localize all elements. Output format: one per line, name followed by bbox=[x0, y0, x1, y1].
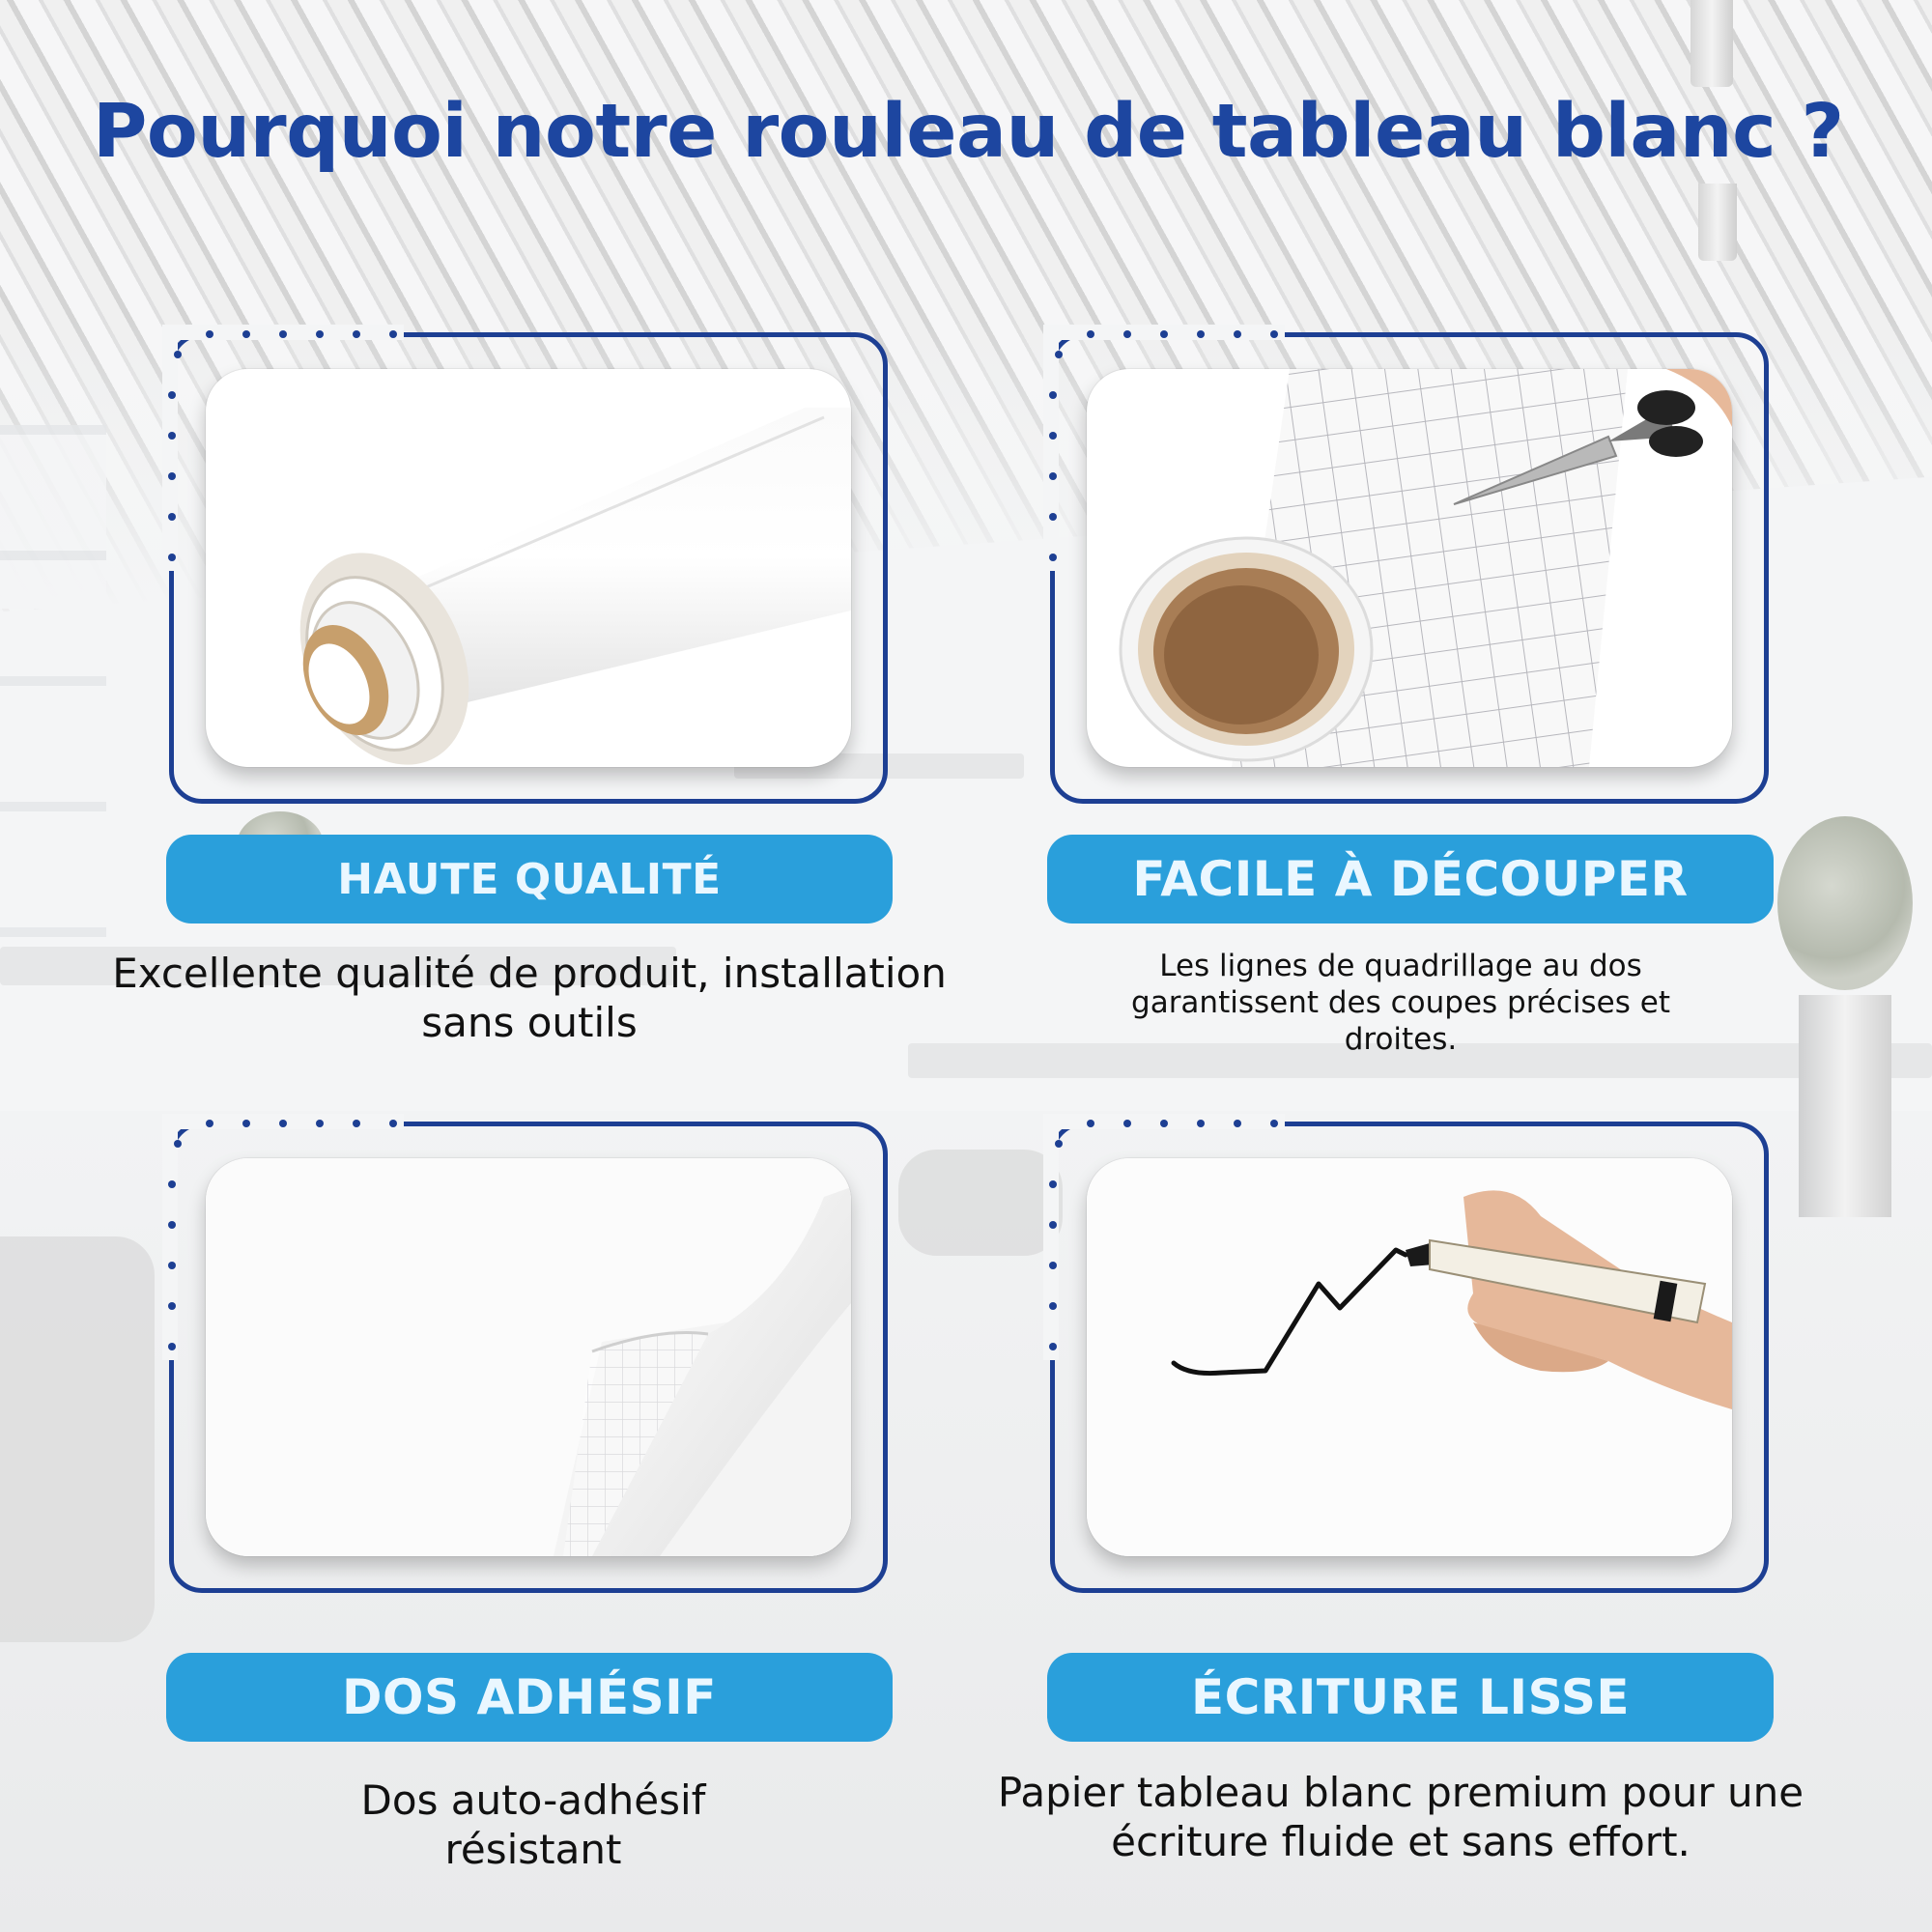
feature-label: DOS ADHÉSIF bbox=[342, 1669, 717, 1725]
page-title: Pourquoi notre rouleau de tableau blanc ? bbox=[93, 89, 1844, 175]
office-chair bbox=[898, 1150, 1063, 1256]
feature-description: Dos auto-adhésif résistant bbox=[360, 1776, 706, 1874]
scissors-cutting-roll-icon bbox=[1087, 369, 1732, 767]
feature-label-pill bbox=[166, 1653, 893, 1742]
whiteboard-roll-icon bbox=[206, 369, 851, 767]
pendant-lamp bbox=[1698, 184, 1737, 261]
feature-label: FACILE À DÉCOUPER bbox=[1132, 851, 1689, 907]
feature-description: Excellente qualité de produit, installation sans outils bbox=[112, 950, 947, 1047]
office-chair bbox=[0, 1236, 155, 1642]
marker-writing-icon bbox=[1087, 1158, 1732, 1556]
feature-label: HAUTE QUALITÉ bbox=[337, 854, 722, 904]
office-window bbox=[0, 425, 106, 966]
feature-label-pill bbox=[166, 835, 893, 923]
pendant-lamp bbox=[1690, 0, 1733, 87]
plant-icon bbox=[1777, 816, 1913, 990]
feature-label-pill bbox=[1047, 835, 1774, 923]
peeled-adhesive-corner-icon bbox=[206, 1158, 851, 1556]
feature-label-pill bbox=[1047, 1653, 1774, 1742]
plant-pot bbox=[1799, 995, 1891, 1217]
feature-description: Les lignes de quadrillage au dos garantissent des coupes précises et droites. bbox=[1131, 949, 1670, 1057]
feature-label: ÉCRITURE LISSE bbox=[1190, 1669, 1631, 1725]
feature-description: Papier tableau blanc premium pour une écriture fluide et sans effort. bbox=[997, 1769, 1804, 1866]
